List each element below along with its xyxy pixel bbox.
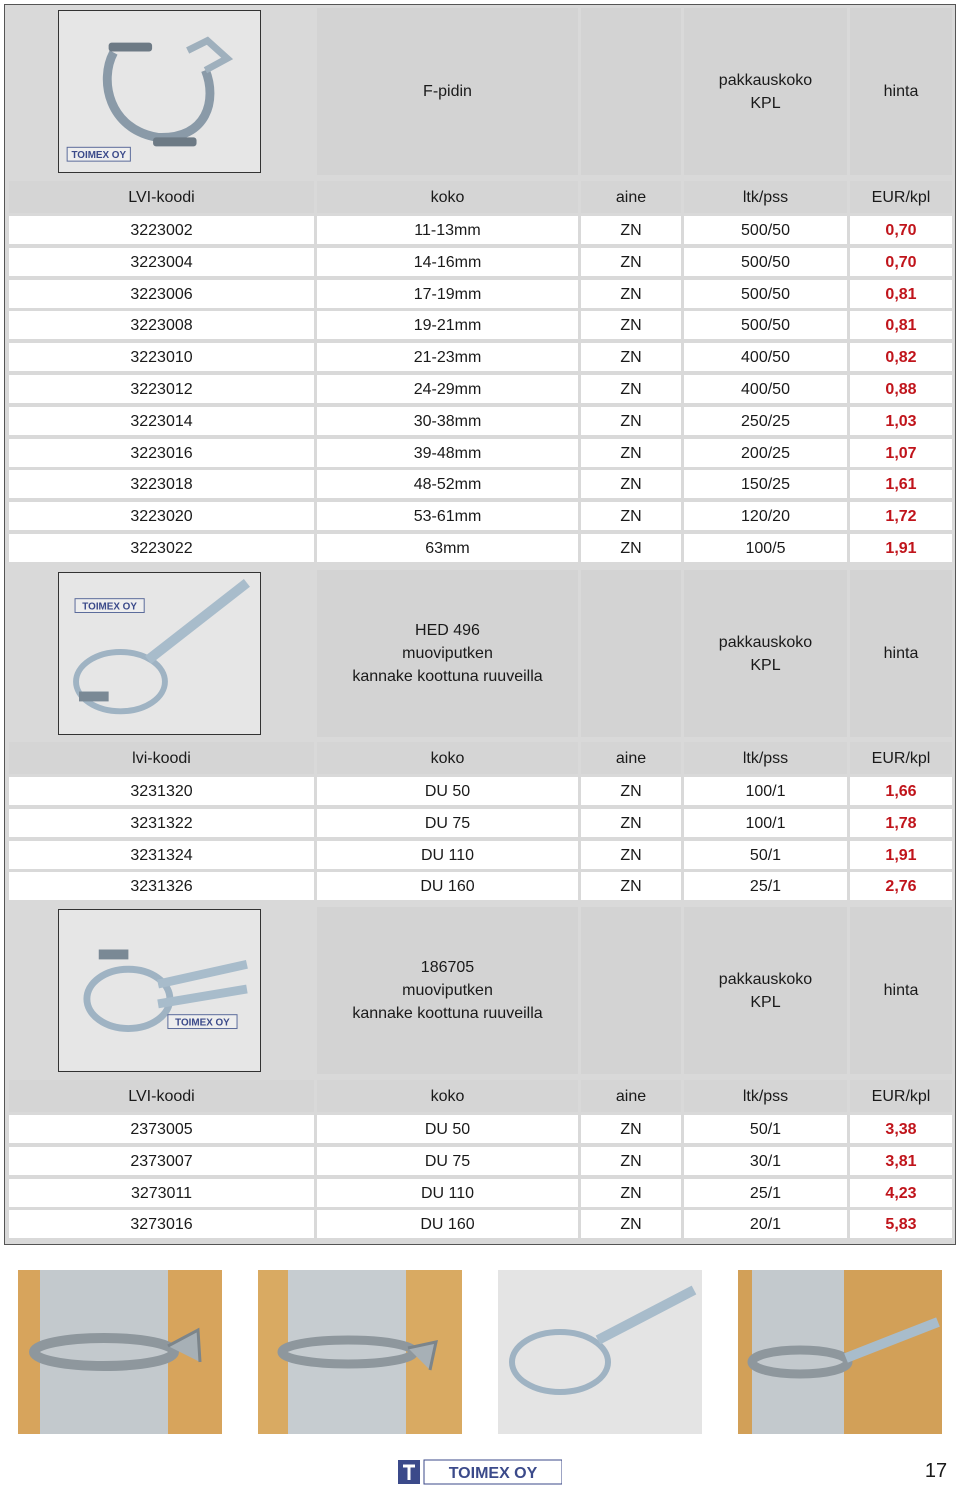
installation-photo-2 [258,1270,462,1434]
size-cell: 19-21mm [317,311,578,339]
product-name-line: F-pidin [423,83,472,100]
footer-logo-text: TOIMEX OY [448,1465,538,1482]
price-cell: 5,83 [850,1210,952,1238]
price-cell: 1,78 [850,809,952,837]
material-cell: ZN [581,1115,681,1143]
photo-logo-text: TOIMEX OY [175,1017,230,1029]
size-cell: DU 110 [317,1179,578,1207]
column-header: koko [317,181,578,213]
price-cell: 1,03 [850,407,952,435]
size-cell: DU 160 [317,1210,578,1238]
package-size-header [684,570,847,737]
product-name-line: HED 496 [415,622,480,639]
size-cell: DU 75 [317,1147,578,1175]
lvi-code-cell: 3223002 [9,216,314,244]
photo-logo-text: TOIMEX OY [82,601,137,613]
product-photo-186705 [58,909,261,1072]
lvi-code-cell: 3223012 [9,375,314,403]
product-photo-hed-496 [58,572,261,735]
column-header: ltk/pss [684,1080,847,1112]
photo-logo-text: TOIMEX OY [71,150,127,162]
package-header-line: pakkauskoko [718,633,813,651]
pack-qty-cell: 50/1 [684,1115,847,1143]
pack-qty-cell: 25/1 [684,872,847,900]
size-cell: 17-19mm [317,280,578,308]
column-header: koko [317,1080,578,1112]
size-cell: 24-29mm [317,375,578,403]
pack-qty-cell: 100/1 [684,777,847,805]
size-cell: 30-38mm [317,407,578,435]
column-header: lvi-koodi [9,742,314,774]
column-header: LVI-koodi [9,1080,314,1112]
material-cell: ZN [581,343,681,371]
column-header: aine [581,1080,681,1112]
material-cell: ZN [581,439,681,467]
lvi-code-cell: 3223014 [9,407,314,435]
size-cell: DU 110 [317,841,578,869]
pack-qty-cell: 100/5 [684,534,847,562]
package-header-line: pakkauskoko [718,71,813,89]
material-cell: ZN [581,534,681,562]
price-cell: 3,81 [850,1147,952,1175]
lvi-code-cell: 3273016 [9,1210,314,1238]
lvi-code-cell: 3231324 [9,841,314,869]
product-title [317,570,578,737]
material-cell: ZN [581,872,681,900]
pack-qty-cell: 200/25 [684,439,847,467]
material-cell: ZN [581,470,681,498]
material-cell: ZN [581,248,681,276]
material-cell: ZN [581,1210,681,1238]
pack-qty-cell: 50/1 [684,841,847,869]
column-header: koko [317,742,578,774]
material-cell: ZN [581,841,681,869]
size-cell: 11-13mm [317,216,578,244]
pack-qty-cell: 500/50 [684,248,847,276]
price-cell: 2,76 [850,872,952,900]
price-header: hinta [850,907,952,1074]
lvi-code-cell: 3223018 [9,470,314,498]
material-cell: ZN [581,216,681,244]
price-cell: 1,91 [850,841,952,869]
size-cell: 53-61mm [317,502,578,530]
footer-logo [398,1458,562,1486]
price-cell: 3,38 [850,1115,952,1143]
material-cell: ZN [581,375,681,403]
price-cell: 1,61 [850,470,952,498]
material-cell: ZN [581,809,681,837]
size-cell: 63mm [317,534,578,562]
lvi-code-cell: 3231326 [9,872,314,900]
price-cell: 0,70 [850,248,952,276]
lvi-code-cell: 3223004 [9,248,314,276]
pack-qty-cell: 120/20 [684,502,847,530]
product-photo-f-pidin [58,10,261,173]
size-cell: 21-23mm [317,343,578,371]
size-cell: 14-16mm [317,248,578,276]
product-name-line: muoviputken [402,645,493,662]
lvi-code-cell: 3223008 [9,311,314,339]
price-cell: 1,07 [850,439,952,467]
lvi-code-cell: 3223006 [9,280,314,308]
price-cell: 0,70 [850,216,952,244]
lvi-code-cell: 3231322 [9,809,314,837]
material-cell: ZN [581,1179,681,1207]
product-name-line: kannake koottuna ruuveilla [352,668,543,685]
column-header: LVI-koodi [9,181,314,213]
material-cell: ZN [581,1147,681,1175]
product-title [317,907,578,1074]
price-cell: 0,88 [850,375,952,403]
pack-qty-cell: 30/1 [684,1147,847,1175]
package-header-line: KPL [750,94,781,112]
price-cell: 1,91 [850,534,952,562]
price-header: hinta [850,8,952,175]
column-header: EUR/kpl [850,742,952,774]
pack-qty-cell: 100/1 [684,809,847,837]
installation-photo-1 [18,1270,222,1434]
price-cell: 0,81 [850,280,952,308]
package-header-line: KPL [750,993,781,1011]
column-header: ltk/pss [684,742,847,774]
size-cell: 48-52mm [317,470,578,498]
price-cell: 4,23 [850,1179,952,1207]
package-size-header [684,907,847,1074]
page-number: 17 [924,1460,948,1482]
pack-qty-cell: 150/25 [684,470,847,498]
material-cell: ZN [581,777,681,805]
lvi-code-cell: 2373007 [9,1147,314,1175]
installation-photo-3 [498,1270,702,1434]
price-cell: 0,82 [850,343,952,371]
material-cell: ZN [581,311,681,339]
package-header-line: pakkauskoko [718,970,813,988]
header-spacer [581,570,681,737]
header-spacer [581,8,681,175]
product-name-line: 186705 [420,959,475,976]
pack-qty-cell: 20/1 [684,1210,847,1238]
pack-qty-cell: 400/50 [684,375,847,403]
lvi-code-cell: 3223016 [9,439,314,467]
pack-qty-cell: 500/50 [684,216,847,244]
pack-qty-cell: 400/50 [684,343,847,371]
price-header: hinta [850,570,952,737]
lvi-code-cell: 3231320 [9,777,314,805]
size-cell: DU 160 [317,872,578,900]
column-header: EUR/kpl [850,181,952,213]
material-cell: ZN [581,407,681,435]
lvi-code-cell: 3273011 [9,1179,314,1207]
pack-qty-cell: 500/50 [684,311,847,339]
column-header: ltk/pss [684,181,847,213]
material-cell: ZN [581,280,681,308]
lvi-code-cell: 3223020 [9,502,314,530]
product-title [317,8,578,175]
pack-qty-cell: 250/25 [684,407,847,435]
price-cell: 1,72 [850,502,952,530]
size-cell: 39-48mm [317,439,578,467]
price-cell: 0,81 [850,311,952,339]
material-cell: ZN [581,502,681,530]
column-header: aine [581,742,681,774]
package-header-line: KPL [750,656,781,674]
lvi-code-cell: 2373005 [9,1115,314,1143]
pack-qty-cell: 500/50 [684,280,847,308]
size-cell: DU 50 [317,1115,578,1143]
lvi-code-cell: 3223010 [9,343,314,371]
header-spacer [581,907,681,1074]
size-cell: DU 75 [317,809,578,837]
package-size-header [684,8,847,175]
product-name-line: kannake koottuna ruuveilla [352,1005,543,1022]
column-header: aine [581,181,681,213]
lvi-code-cell: 3223022 [9,534,314,562]
size-cell: DU 50 [317,777,578,805]
installation-photo-4 [738,1270,942,1434]
pack-qty-cell: 25/1 [684,1179,847,1207]
price-cell: 1,66 [850,777,952,805]
product-name-line: muoviputken [402,982,493,999]
column-header: EUR/kpl [850,1080,952,1112]
